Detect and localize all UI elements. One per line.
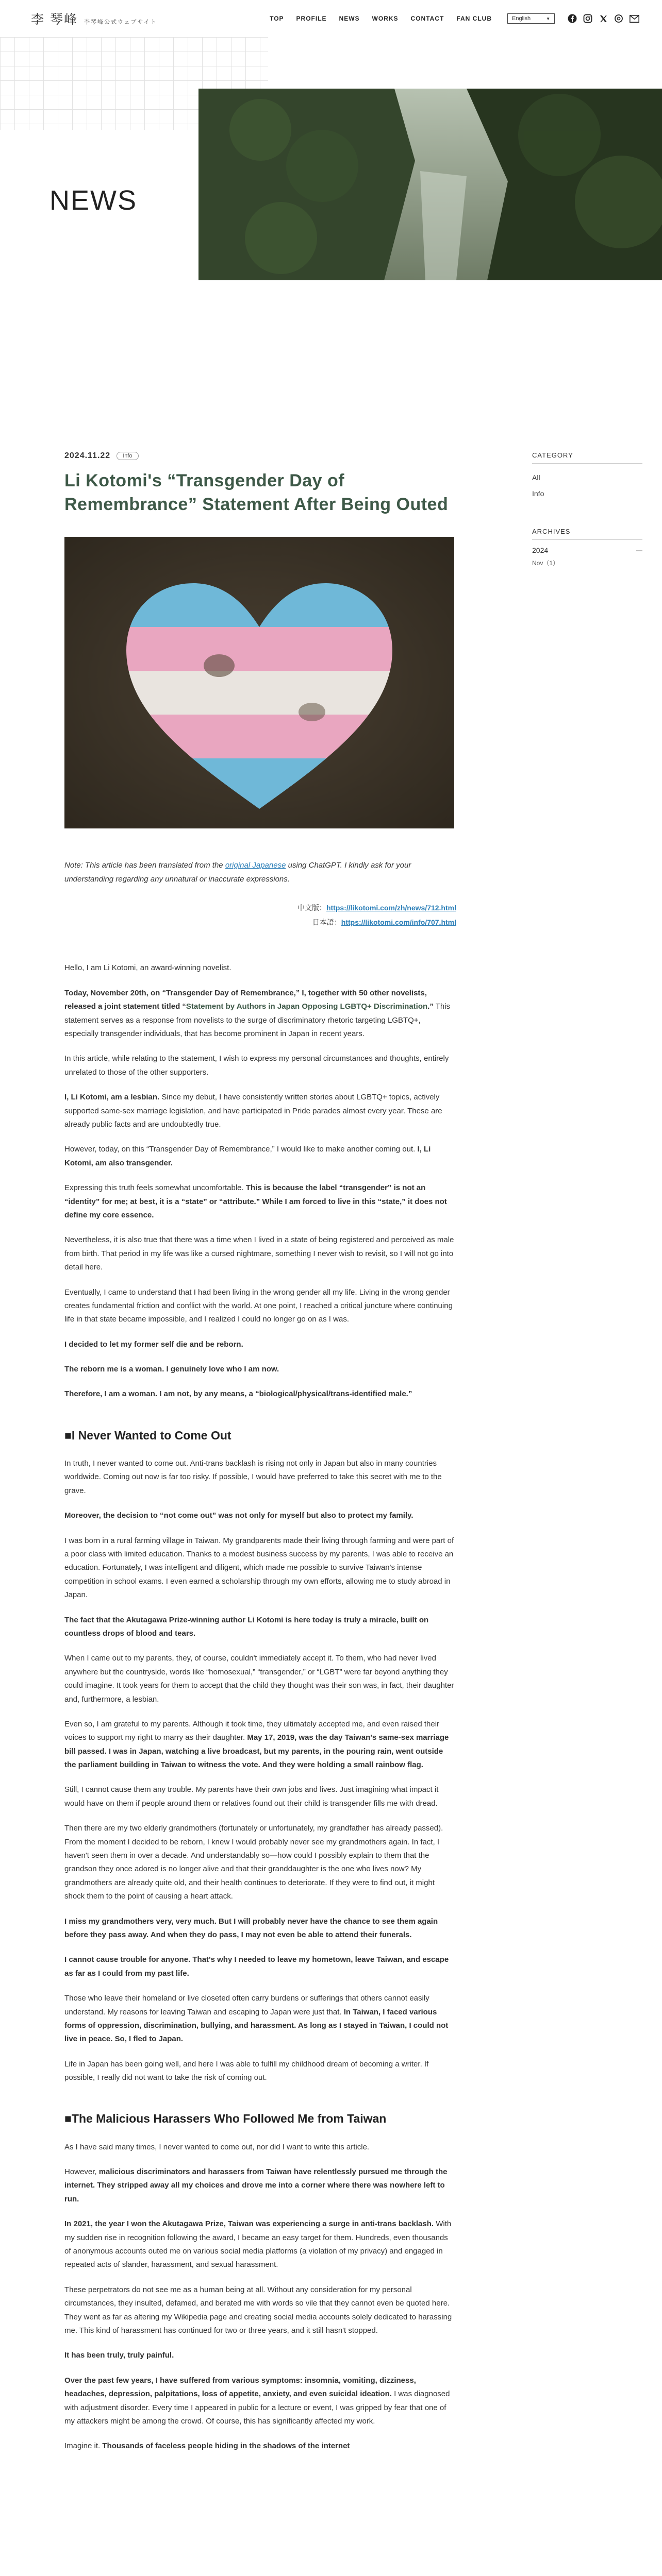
category-badge[interactable]: Info	[117, 452, 138, 460]
paragraph: Hello, I am Li Kotomi, an award-winning novelist.	[64, 963, 231, 973]
nav-top[interactable]: TOP	[270, 15, 284, 22]
paragraph-text: I was diagnosed with adjustment disorder. Every time I appeared in public for a lecture or event, I was gripped by fear that one of my attackers might be among the crowd. Of course, this has significantly affected my work.	[64, 2389, 450, 2426]
paragraph-bold: In Taiwan, I faced various forms of oppression, discrimination, bullying, and harassment. As long as I stayed in Taiwan, I could not live in peace. So, I fled to Japan.	[64, 2007, 449, 2044]
chevron-down-icon: ▼	[546, 16, 550, 21]
main-nav	[263, 13, 639, 24]
page-title: NEWS	[49, 185, 137, 216]
nav-contact[interactable]: CONTACT	[410, 15, 444, 22]
paragraph: The fact that the Akutagawa Prize-winning author Li Kotomi is here today is truly a miracle, built on countless drops of blood and tears.	[64, 1615, 429, 1638]
paragraph: It has been truly, truly painful.	[64, 2351, 174, 2360]
section-heading: ■The Malicious Harassers Who Followed Me from Taiwan	[64, 2112, 387, 2126]
post-title: Li Kotomi's “Transgender Day of Remembrance” Statement After Being Outed	[64, 471, 449, 515]
paragraph-bold: I, Li Kotomi, am a lesbian.	[64, 1093, 160, 1102]
note-text-end: using ChatGPT. I kindly ask for your understanding regarding any unnatural or inaccurate expressions.	[64, 861, 411, 884]
paragraph-bold: Over the past few years, I have suffered from various symptoms: insomnia, vomiting, dizziness, headaches, depression, palpitations, loss of appetite, anxiety, and even suicidal ideation.	[64, 2376, 416, 2399]
mail-icon[interactable]	[629, 13, 639, 24]
paragraph-bold: malicious discriminators and harassers from Taiwan have relentlessly pursued me through the internet. They stripped away all my choices and drove me into a corner where there was nowhere left to run.	[64, 2167, 448, 2204]
chinese-version-link[interactable]: https://likotomi.com/zh/news/712.html	[326, 904, 456, 912]
paragraph: Then there are my two elderly grandmothers (fortunately or unfortunately, my grandfather has already passed). From the moment I decided to be reborn, I knew I would probably never see my grandmothers again. In fact, I haven't seen them in over a decade. And understandably so—how could I possibly explain to them that the grandson they once adored is no longer alive and that their granddaughter is the one who lives now? My grandmothers are already quite old, and their health continues to deteriorate. If they were to find out, it might shock them to the point of causing a heart attack.	[64, 1824, 443, 1901]
paragraph-text: However, today, on this “Transgender Day of Remembrance,” I would like to make another coming out.	[64, 1145, 418, 1154]
section-heading: ■I Never Wanted to Come Out	[64, 1428, 231, 1442]
paragraph: I decided to let my former self die and be reborn.	[64, 1340, 243, 1349]
paragraph-text: Those who leave their homeland or live closeted often carry burdens or sufferings that others cannot easily understand. My reasons for leaving Taiwan and escaping to Japan were just that.	[64, 1994, 429, 2016]
logo-subtitle: 李琴峰公式ウェブサイト	[84, 19, 157, 25]
note-text: Note: This article has been translated from the	[64, 861, 225, 870]
japanese-label: 日本語：	[312, 918, 341, 927]
category-list	[532, 464, 642, 502]
paragraph-text: Even so, I am grateful to my parents. Although it took time, they ultimately accepted me, and even raised their voices to support my right to marry as their daughter.	[64, 1719, 440, 1742]
paragraph-bold: This is because the label “transgender” is not an “identity” for me; at best, it is a “state” or “attribute.” While I am forced to live in this “state,” it does not define my core essence.	[64, 1183, 447, 1219]
x-icon[interactable]	[598, 13, 608, 24]
post-date: 2024.11.22	[64, 451, 111, 460]
paragraph	[64, 2374, 456, 2429]
original-japanese-link[interactable]: original Japanese	[225, 861, 286, 870]
paragraph: In this article, while relating to the statement, I wish to express my personal circumstances and thoughts, entirely unrelated to those of the other supporters.	[64, 1054, 449, 1077]
archive-year-row[interactable]	[532, 546, 642, 554]
paragraph: I cannot cause trouble for anyone. That's why I needed to leave my hometown, leave Taiwan, and escape as far as I could from my past life.	[64, 1955, 449, 1978]
category-heading: CATEGORY	[532, 451, 642, 464]
threads-icon[interactable]	[614, 13, 624, 24]
facebook-icon[interactable]	[567, 13, 577, 24]
paragraph-text: With my sudden rise in recognition following the award, I became an easy target for them. Hundreds, even thousands of anonymous accounts outed me on various social media platforms (a violation of my privacy) and engaged in repeated acts of slander, harassment, and sexual harassment.	[64, 2219, 452, 2269]
paragraph: Therefore, I am a woman. I am not, by any means, a “biological/physical/trans-identified male.”	[64, 1389, 412, 1399]
japanese-version-link[interactable]: https://likotomi.com/info/707.html	[341, 918, 456, 927]
paragraph: Still, I cannot cause them any trouble. My parents have their own jobs and lives. Just imagining what impact it would have on them if people around them or relatives found out their child is transgender fills me with dread.	[64, 1785, 439, 1808]
paragraph	[64, 1091, 456, 1131]
paragraph-bold: Today, November 20th, on “Transgender Day of Remembrance,” I, together with 50 other novelists, released a joint statement titled “	[64, 988, 427, 1011]
archives-heading: ARCHIVES	[532, 528, 642, 540]
chinese-label: 中文版：	[297, 904, 326, 912]
archives-section	[532, 528, 642, 567]
site-logo[interactable]	[31, 9, 157, 28]
chinese-version-row	[64, 901, 456, 915]
paragraph: In truth, I never wanted to come out. Anti-trans backlash is rising not only in Japan but also in many countries worldwide. Coming out now is far too risky. If possible, I would have preferred to take this secret with me to the grave.	[64, 1459, 442, 1495]
nav-news[interactable]: NEWS	[339, 15, 360, 22]
paragraph-text: Expressing this truth feels somewhat uncomfortable.	[64, 1183, 246, 1193]
paragraph	[64, 987, 456, 1041]
post-meta	[64, 451, 456, 461]
paragraph: When I came out to my parents, they, of course, couldn't immediately accept it. To them, who had never lived anywhere but the countryside, words like “homosexual,” “transgender,” or “LGBT” were far beyond anything they could imagine. It took years for them to accept that the child they thought was their son was, in fact, their daughter and, furthermore, a lesbian.	[64, 1654, 454, 1704]
paragraph: Eventually, I came to understand that I had been living in the wrong gender all my life. Living in the wrong gender creates fundamental friction and conflict with the world. At one point, I reached a critical juncture where continuing life in that state became impossible, and I realized I could no longer go on as I was.	[64, 1287, 453, 1324]
translation-note	[64, 858, 456, 886]
language-links	[64, 901, 456, 929]
joint-statement-link[interactable]: Statement by Authors in Japan Opposing LGBTQ+ Discrimination	[186, 1002, 428, 1011]
nav-fan-club[interactable]: FAN CLUB	[456, 15, 492, 22]
instagram-icon[interactable]	[583, 13, 593, 24]
category-item-info[interactable]: Info	[532, 489, 544, 498]
sidebar	[532, 451, 642, 567]
hero-landscape-photo	[198, 89, 662, 280]
paragraph-bold: In 2021, the year I won the Akutagawa Prize, Taiwan was experiencing a surge in anti-trans backlash.	[64, 2219, 434, 2229]
japanese-version-row	[64, 915, 456, 929]
language-select[interactable]	[507, 13, 555, 24]
paragraph	[64, 1992, 456, 2046]
paragraph	[64, 1143, 456, 1170]
archive-year: 2024	[532, 546, 549, 554]
social-links	[567, 13, 639, 24]
nav-works[interactable]: WORKS	[372, 15, 399, 22]
category-item-all[interactable]: All	[532, 473, 540, 482]
paragraph: Nevertheless, it is also true that there was a time when I lived in a state of being registered and perceived as male from birth. That period in my life was like a cursed nightmare, something I never wish to revisit, so I will not go into detail here.	[64, 1235, 454, 1272]
paragraph: Moreover, the decision to “not come out” was not only for myself but also to protect my family.	[64, 1511, 413, 1520]
collapse-icon[interactable]: —	[636, 546, 642, 554]
paragraph	[64, 1181, 456, 1222]
paragraph	[64, 2217, 456, 2272]
paragraph-text: Imagine it.	[64, 2442, 103, 2451]
paragraph-text: This statement serves as a response from novelists to the surge of discriminatory rhetoric targeting LGBTQ+, especially transgender individuals, that has become prominent in Japan in recent years.	[64, 1002, 451, 1039]
paragraph-text: Since my debut, I have consistently written stories about LGBTQ+ topics, actively supported same-sex marriage legislation, and have participated in Pride parades almost every year. These are already public facts and are undoubtedly true.	[64, 1093, 442, 1129]
archive-month-link[interactable]: Nov（1）	[532, 559, 559, 567]
paragraph: The reborn me is a woman. I genuinely love who I am now.	[64, 1365, 279, 1374]
article	[64, 451, 456, 2465]
nav-profile[interactable]: PROFILE	[296, 15, 327, 22]
paragraph: As I have said many times, I never wanted to come out, nor did I want to write this article.	[64, 2142, 370, 2151]
paragraph-bold: May 17, 2019, was the day Taiwan's same-sex marriage bill passed. I was in Japan, watching a live broadcast, but my parents, in the pouring rain, went outside the parliament building in Taiwan to witness the vote. And they were holding a small rainbow flag.	[64, 1733, 449, 1770]
paragraph: These perpetrators do not see me as a human being at all. Without any consideration for my personal circumstances, they insulted, defamed, and berated me with words so vile that they cannot even be quoted here. They went as far as altering my Wikipedia page and creating social media accounts solely dedicated to harassing me. This kind of harassment has continued for two or three years, and it still hasn't stopped.	[64, 2285, 452, 2335]
paragraph-bold: I, Li Kotomi, am also transgender.	[64, 1145, 431, 1167]
site-header	[0, 0, 662, 37]
logo-mark: 李 琴峰	[31, 12, 78, 27]
paragraph-text: However,	[64, 2167, 99, 2177]
trans-flag-heart-photo	[64, 537, 454, 828]
paragraph: Life in Japan has been going well, and here I was able to fulfill my childhood dream of becoming a writer. If possible, I really did not want to take the risk of coming out.	[64, 2059, 429, 2082]
paragraph	[64, 2165, 456, 2206]
hero	[0, 37, 662, 258]
paragraph-bold: Thousands of faceless people hiding in the shadows of the internet	[102, 2442, 350, 2451]
paragraph	[64, 1718, 456, 1772]
paragraph	[64, 2439, 456, 2453]
paragraph: I was born in a rural farming village in Taiwan. My grandparents made their living through farming and were part of a poor class with limited education. Thanks to a modest business success by my parents, I was able to receive an education. Fortunately, I was intelligent and diligent, which made me possible to survive Taiwan's intense competition in school exams. I even earned a scholarship through my own efforts, allowing me to study abroad in Japan.	[64, 1536, 454, 1600]
language-value: English	[512, 15, 531, 22]
article-body	[64, 961, 456, 2453]
paragraph: I miss my grandmothers very, very much. But I will probably never have the chance to see them again before they pass away. And when they do pass, I may not even be able to attend their funerals.	[64, 1917, 438, 1939]
paragraph-bold: .”	[427, 1002, 434, 1011]
